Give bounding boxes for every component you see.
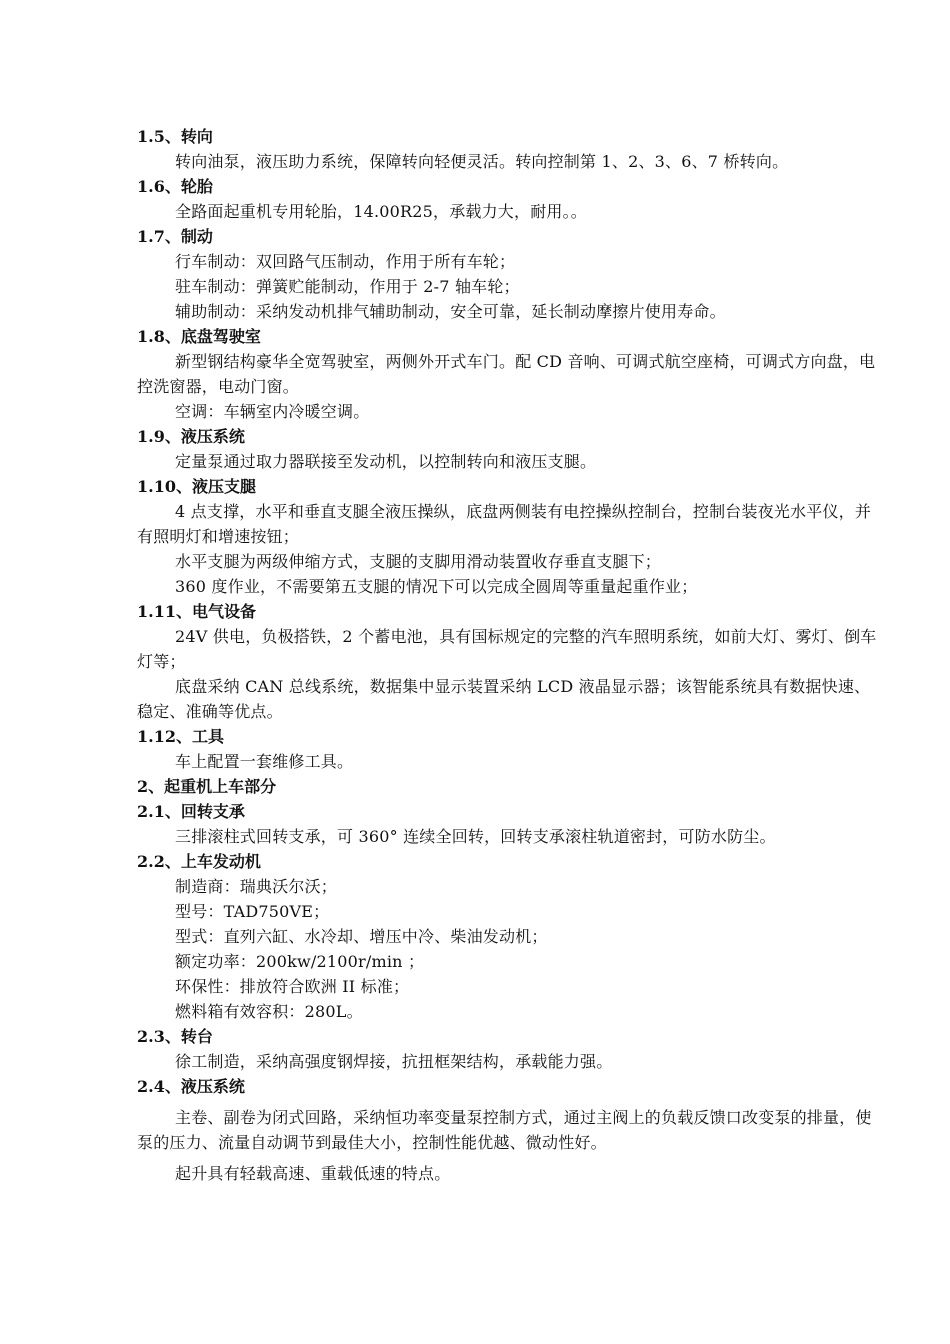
paragraph: 额定功率：200kw/2100r/min ； <box>175 952 425 971</box>
section-heading: 2.4、液压系统 <box>137 1077 245 1096</box>
section-steering <box>137 124 877 174</box>
paragraph: 三排滚柱式回转支承，可 360° 连续全回转，回转支承滚柱轨道密封，可防水防尘。 <box>175 827 776 846</box>
section-heading: 1.9、液压系统 <box>137 427 245 446</box>
section-hydraulic-system <box>137 424 877 474</box>
section-heading: 2.1、回转支承 <box>137 802 245 821</box>
section-turntable <box>137 1024 877 1074</box>
section-heading: 2.3、转台 <box>137 1027 213 1046</box>
section-heading: 1.11、电气设备 <box>137 602 256 621</box>
paragraph: 起升具有轻载高速、重载低速的特点。 <box>175 1164 451 1183</box>
paragraph: 新型钢结构豪华全宽驾驶室，两侧外开式车门。配 CD 音响、可调式航空座椅，可调式方向盘，电控洗窗器，电动门窗。 <box>137 352 876 396</box>
section-superstructure <box>137 774 877 799</box>
paragraph: 360 度作业，不需要第五支腿的情况下可以完成全圆周等重量起重作业； <box>175 577 698 596</box>
paragraph: 转向油泵，液压助力系统，保障转向轻便灵活。转向控制第 1、2、3、6、7 桥转向。 <box>175 152 789 171</box>
paragraph: 4 点支撑，水平和垂直支腿全液压操纵，底盘两侧装有电控操纵控制台，控制台装夜光水平仪，并有照明灯和增速按钮； <box>137 502 872 546</box>
paragraph: 燃料箱有效容积：280L。 <box>175 1002 363 1021</box>
paragraph: 徐工制造，采纳高强度钢焊接，抗扭框架结构，承载能力强。 <box>175 1052 613 1071</box>
section-upper-engine <box>137 849 877 1024</box>
paragraph: 车上配置一套维修工具。 <box>175 752 354 771</box>
section-heading: 2.2、上车发动机 <box>137 852 261 871</box>
section-heading: 1.7、制动 <box>137 227 213 246</box>
section-tools <box>137 724 877 774</box>
section-electrical <box>137 599 877 724</box>
paragraph: 主卷、副卷为闭式回路，采纳恒功率变量泵控制方式，通过主阀上的负载反馈口改变泵的排量，使泵的压力、流量自动调节到最佳大小，控制性能优越、微动性好。 <box>137 1108 872 1152</box>
section-heading: 1.8、底盘驾驶室 <box>137 327 261 346</box>
paragraph: 辅助制动：采纳发动机排气辅助制动，安全可靠，延长制动摩擦片使用寿命。 <box>175 302 726 321</box>
section-heading: 1.5、转向 <box>137 127 213 146</box>
section-chassis-cab <box>137 324 877 424</box>
paragraph: 制造商：瑞典沃尔沃； <box>175 877 338 896</box>
section-hydraulic-outriggers <box>137 474 877 599</box>
paragraph: 驻车制动：弹簧贮能制动，作用于 2-7 轴车轮； <box>175 277 520 296</box>
paragraph: 定量泵通过取力器联接至发动机，以控制转向和液压支腿。 <box>175 452 597 471</box>
section-slewing-bearing <box>137 799 877 849</box>
paragraph: 型式：直列六缸、水冷却、增压中冷、柴油发动机； <box>175 927 548 946</box>
paragraph: 行车制动：双回路气压制动，作用于所有车轮； <box>175 252 516 271</box>
paragraph: 水平支腿为两级伸缩方式，支腿的支脚用滑动装置收存垂直支腿下； <box>175 552 662 571</box>
section-upper-hydraulics <box>137 1074 877 1186</box>
section-heading: 1.6、轮胎 <box>137 177 213 196</box>
paragraph: 24V 供电，负极搭铁，2 个蓄电池，具有国标规定的完整的汽车照明系统，如前大灯、雾灯、倒车灯等； <box>137 627 877 671</box>
paragraph: 底盘采纳 CAN 总线系统，数据集中显示装置采纳 LCD 液晶显示器；该智能系统具有数据快速、稳定、准确等优点。 <box>137 677 871 721</box>
section-heading: 2、起重机上车部分 <box>137 777 277 796</box>
section-heading: 1.12、工具 <box>137 727 224 746</box>
document-page <box>137 124 877 1186</box>
paragraph: 全路面起重机专用轮胎，14.00R25，承载力大，耐用。。 <box>175 202 588 221</box>
section-tires <box>137 174 877 224</box>
paragraph: 型号：TAD750VE； <box>175 902 330 921</box>
section-heading: 1.10、液压支腿 <box>137 477 256 496</box>
section-braking <box>137 224 877 324</box>
paragraph: 环保性：排放符合欧洲 II 标准； <box>175 977 410 996</box>
paragraph: 空调：车辆室内冷暖空调。 <box>175 402 370 421</box>
